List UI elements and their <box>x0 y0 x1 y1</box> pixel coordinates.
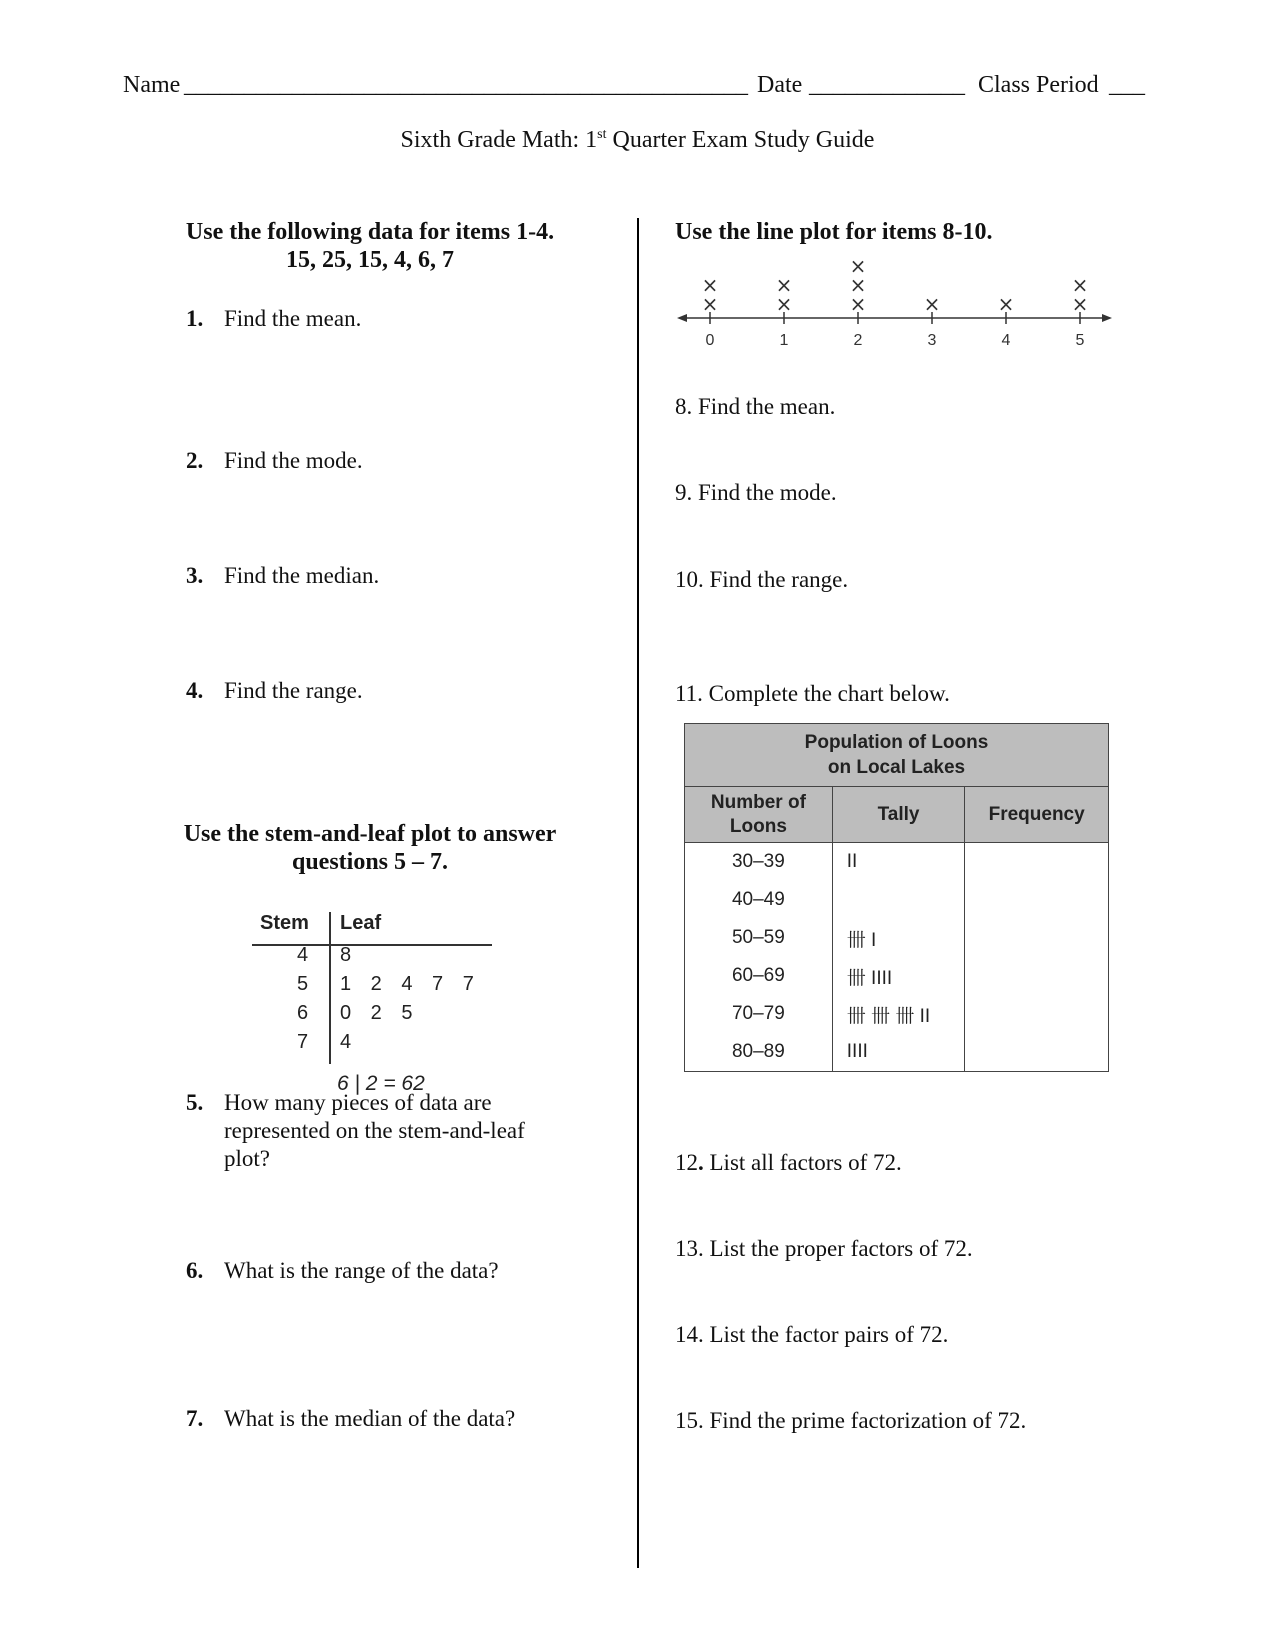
data-set: 15, 25, 15, 4, 6, 7 <box>286 247 454 273</box>
stem-leaf-key: 6 | 2 = 62 <box>337 1072 425 1095</box>
stem-value: 6 <box>297 1002 309 1024</box>
question-4 <box>186 677 363 705</box>
leaf-values: 0 2 5 <box>340 1002 420 1024</box>
section-heading-items-1-4 <box>160 218 580 274</box>
question-14: 14. List the factor pairs of 72. <box>675 1322 949 1347</box>
question-number: 1. <box>186 306 204 331</box>
stem-leaf-row <box>252 973 492 1002</box>
data-point-x-mark: × <box>849 292 867 316</box>
question-text: List all factors of 72. <box>703 1150 902 1175</box>
name-label: Name <box>123 72 181 98</box>
question-12 <box>675 1149 902 1177</box>
question-8: 8. Find the mean. <box>675 394 836 419</box>
stem-value: 7 <box>297 1031 309 1053</box>
table-caption-line: on Local Lakes <box>827 757 966 778</box>
range-cell: 50–59 <box>685 919 833 957</box>
question-13: 13. List the proper factors of 72. <box>675 1236 973 1261</box>
data-point-x-mark: × <box>775 292 793 316</box>
stem-header: Stem <box>260 912 309 934</box>
table-row <box>685 881 1109 919</box>
tick-label: 1 <box>779 332 789 349</box>
question-number-dot: . <box>698 1150 704 1175</box>
question-text: What is the median of the data? <box>224 1406 516 1431</box>
section-heading-line: questions 5 – 7. <box>291 849 449 875</box>
question-5 <box>186 1089 525 1173</box>
question-10: 10. Find the range. <box>675 567 849 592</box>
section-heading-items-5-7 <box>160 820 580 876</box>
stem-leaf-row <box>252 1002 492 1031</box>
column-header-frequency: Frequency <box>965 787 1109 843</box>
leaf-values: 4 <box>340 1031 359 1053</box>
question-text: Find the median. <box>224 563 380 588</box>
leaf-header: Leaf <box>340 912 382 934</box>
question-number: 7. <box>186 1406 204 1431</box>
question-number: 12 <box>675 1150 698 1175</box>
tick-label: 2 <box>853 332 863 349</box>
tally-cell: 卌 IIII <box>832 957 965 995</box>
question-text: Find the mode. <box>224 448 363 473</box>
tally-cell: 卌 卌 卌 II <box>832 995 965 1033</box>
data-point-x-mark: × <box>849 254 867 278</box>
data-point-x-mark: × <box>701 273 719 297</box>
stem-and-leaf-plot <box>252 912 492 1095</box>
column-header-tally: Tally <box>832 787 965 843</box>
title-text-rest: Quarter Exam Study Guide <box>606 127 875 153</box>
question-text: Find the range. <box>224 678 363 703</box>
data-point-x-mark: × <box>701 292 719 316</box>
question-text: plot? <box>224 1146 270 1171</box>
question-number: 5. <box>186 1090 204 1115</box>
tally-cell: II <box>832 843 965 882</box>
column-divider <box>637 218 639 1568</box>
class-period-label: Class Period <box>978 72 1099 98</box>
section-heading-items-8-10: Use the line plot for items 8-10. <box>675 219 993 245</box>
question-number: 2. <box>186 448 204 473</box>
column-header-number-of-loons <box>685 787 833 843</box>
stem-leaf-row <box>252 1031 492 1060</box>
tick-label: 3 <box>927 332 937 349</box>
frequency-cell[interactable] <box>965 881 1109 919</box>
title-text: Sixth Grade Math: 1 <box>400 127 598 153</box>
leaf-values: 8 <box>340 944 359 966</box>
frequency-cell[interactable] <box>965 957 1109 995</box>
line-plot <box>675 248 1125 358</box>
question-6 <box>186 1257 499 1285</box>
column-header-line: Number of <box>710 791 806 813</box>
table-caption-line: Population of Loons <box>804 732 989 753</box>
question-1 <box>186 305 361 333</box>
frequency-cell[interactable] <box>965 995 1109 1033</box>
range-cell: 70–79 <box>685 995 833 1033</box>
table-row <box>685 995 1109 1033</box>
page-title <box>0 127 1275 154</box>
tally-cell: IIII <box>832 1033 965 1072</box>
leaf-values: 1 2 4 7 7 <box>340 973 481 995</box>
axis-arrow-right <box>1102 314 1112 322</box>
stem-value: 4 <box>297 944 309 966</box>
tick-label: 4 <box>1001 332 1011 349</box>
question-text: Find the mean. <box>224 306 362 331</box>
tally-cell: 卌 I <box>832 919 965 957</box>
question-number: 6. <box>186 1258 204 1283</box>
data-point-x-mark: × <box>1071 292 1089 316</box>
question-text: How many pieces of data are <box>224 1090 492 1115</box>
section-heading-line: Use the stem-and-leaf plot to answer <box>183 821 557 847</box>
tally-cell <box>832 881 965 919</box>
data-point-x-mark: × <box>775 273 793 297</box>
table-caption <box>685 724 1109 787</box>
data-point-x-mark: × <box>849 273 867 297</box>
question-3 <box>186 562 379 590</box>
stem-value: 5 <box>297 973 309 995</box>
stem-leaf-header <box>252 912 492 944</box>
data-point-x-mark: × <box>923 292 941 316</box>
frequency-cell[interactable] <box>965 919 1109 957</box>
range-cell: 30–39 <box>685 843 833 882</box>
class-period-blank[interactable]: ___ <box>1109 72 1145 98</box>
question-11: 11. Complete the chart below. <box>675 681 950 706</box>
frequency-cell[interactable] <box>965 1033 1109 1072</box>
name-blank[interactable]: _______________________________________________ <box>184 72 748 98</box>
range-cell: 60–69 <box>685 957 833 995</box>
section-heading-text: Use the following data for items 1-4. <box>185 219 555 245</box>
question-2 <box>186 447 363 475</box>
question-text: What is the range of the data? <box>224 1258 499 1283</box>
column-header-line: Loons <box>729 815 787 837</box>
table-row <box>685 957 1109 995</box>
range-cell: 40–49 <box>685 881 833 919</box>
loon-population-table <box>684 723 1109 1072</box>
range-cell: 80–89 <box>685 1033 833 1072</box>
date-label: Date <box>757 72 803 98</box>
table-row <box>685 1033 1109 1072</box>
question-9: 9. Find the mode. <box>675 480 837 505</box>
data-point-x-mark: × <box>1071 273 1089 297</box>
data-point-x-mark: × <box>997 292 1015 316</box>
question-number: 4. <box>186 678 204 703</box>
question-7 <box>186 1405 515 1433</box>
axis-arrow-left <box>677 314 687 322</box>
frequency-cell[interactable] <box>965 843 1109 882</box>
table-row <box>685 843 1109 882</box>
question-number: 3. <box>186 563 204 588</box>
stem-leaf-row <box>252 944 492 973</box>
tick-label: 0 <box>705 332 715 349</box>
table-row <box>685 919 1109 957</box>
date-blank[interactable]: _____________ <box>809 72 965 98</box>
question-15: 15. Find the prime factorization of 72. <box>675 1408 1027 1433</box>
tick-label: 5 <box>1075 332 1085 349</box>
title-superscript: st <box>597 127 607 142</box>
question-text: represented on the stem-and-leaf <box>224 1118 525 1143</box>
